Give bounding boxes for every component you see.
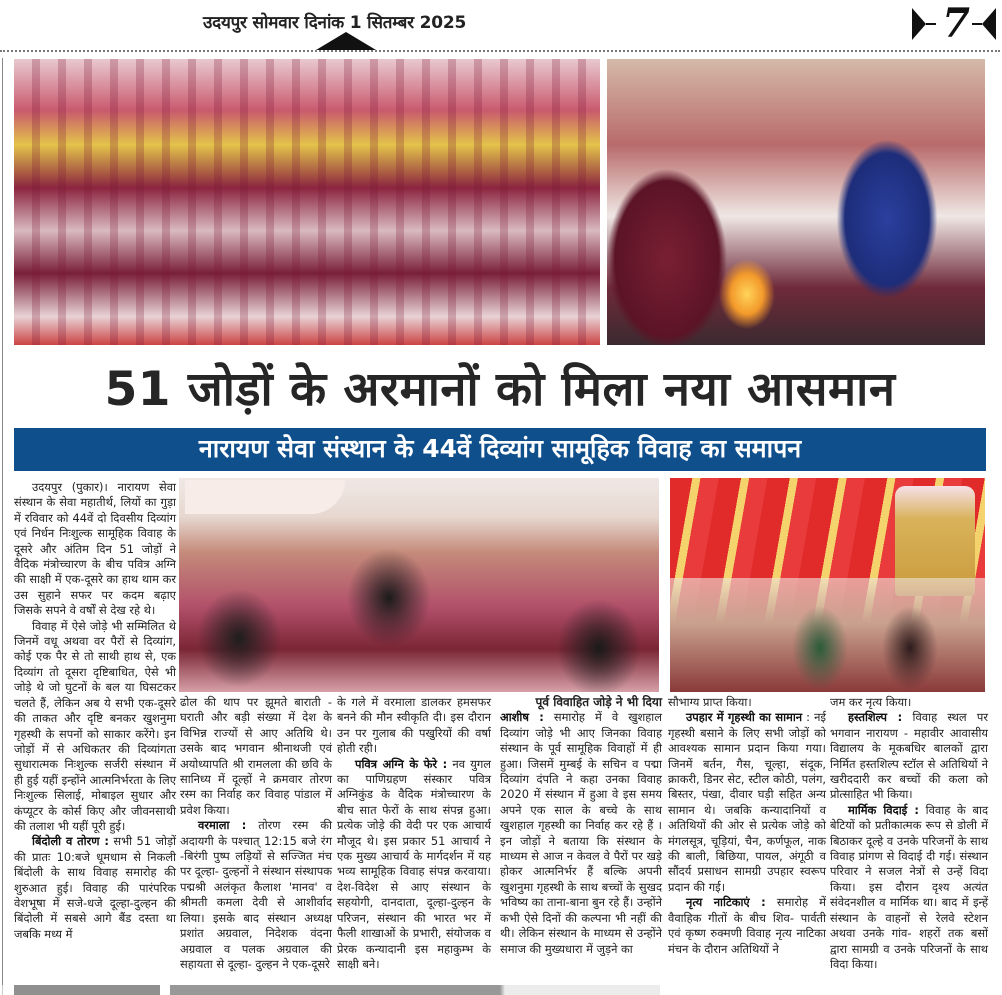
photo-women-dancing [179, 478, 659, 692]
paragraph-text: नव युगल का पाणिग्रहण संस्कार पवित्र अग्निकुंड के वैदिक मंत्रोच्चारण के बीच सात फेरों के साथ संपन्न हुआ। प्रत्येक जोड़े की वेदी पर एक आचार्य मौजूद थे। इस प्रकार 51 आचार्य ने एक मुख्य आचार्य के मार्गदर्शन में यह भव्य सामूहिक विवाह संपन्न करवाया। देश-विदेश से आए संस्थान के सहयोगी, दानदाता, दूल्हा-दुल्हन के परिजन, संस्थान की भारत भर में फैली शाखाओं के प्रभारी, संयोजक व प्रेरक कन्यादानी इस महाकुम्भ के साक्षी बने। [337, 756, 492, 971]
section-title: पवित्र अग्नि के फेरे : [355, 756, 448, 771]
paragraph: जम कर नृत्य किया। [830, 695, 912, 709]
section-title: नृत्य नाटिकाएं : [686, 895, 766, 910]
section-title: आशीष : [500, 710, 544, 725]
next-article-cutoff [0, 985, 1002, 995]
masthead [0, 0, 1002, 58]
dash-divider [926, 23, 936, 25]
section-title: पूर्व विवाहित जोड़े ने भी दिया [535, 695, 662, 709]
paragraph-text: समारोह में वे खुशहाल दिव्यांग जोड़े भी आए जिनका विवाह संस्थान के पूर्व सामूहिक विवाहों में ही हुआ। जिसमें मुम्बई के सचिन व पद्मा दिव्यांग दंपति ने कहा उनका विवाह 2020 में संस्थान में हुआ वे इस समय अपने एक साल के बच्चे के साथ खुशहाल गृहस्थी का निर्वाह कर रहे हैं । इन जोड़ों ने बताया कि संस्थान के माध्यम से आज न केवल वे पैरों पर खड़े होकर आत्मनिर्भर हैं बल्कि अपनी खुशनुमा गृहस्थी के साथ बच्चों के सुखद भविष्य का ताना-बाना बुन रहे हैं। उन्होंने कभी ऐसे दिनों की कल्पना भी नहीं की थी। लेकिन संस्थान के माध्यम से उन्होंने समाज की मुख्यधारा में जुड़ने का [500, 710, 662, 956]
paragraph [337, 757, 491, 973]
dotted-divider [0, 50, 1000, 52]
section-title: उपहार में गृहस्थी का सामान [686, 710, 803, 725]
photo-wedding-pheras [607, 59, 985, 345]
paragraph: सौभाग्य प्राप्त किया। [668, 695, 752, 709]
headline: 51 जोड़ों के अरमानों को मिला नया आसमान [104, 362, 896, 417]
page-number-badge [910, 2, 1000, 46]
paragraph-text: विवाह स्थल पर भगवान नारायण - महावीर आवासीय विद्यालय के मूकबधिर बालकों द्वारा निर्मित हस्तशिल्प स्टॉल से अतिथियों ने खरीददारी कर बच्चों की कला को प्रोत्साहित भी किया। [830, 710, 989, 802]
paragraph-text: तोरण रस्म की अदायगी के पश्चात् 12:15 बजे रंग -बिरंगी पुष्प लड़ियों से सज्जित मंच पर दूल्हा- दुल्हनों ने संस्थान संस्थापक पद्मश्री अलंकृत कैलाश 'मानव' व श्रीमती कमला देवी से आशीर्वाद लिया। इसके बाद संस्थान अध्यक्ष प्रशांत अग्रवाल, निदेशक वंदना अग्रवाल व पलक अग्रवाल की सहायता से दूल्हा- दुल्हन ने एक-दूसरे [180, 818, 332, 971]
page-edge-rule [2, 58, 3, 995]
photo-banner [185, 480, 345, 514]
dash-divider [972, 23, 982, 25]
paragraph-text: सभी 51 जोड़ों की प्रातः 10:बजे धूमधाम से निकली बिंदोली के साथ विवाह समारोह की शुरुआत हुई। विवाह की पारंपरिक वेशभूषा में सजे-धजे दूल्हा-दुल्हन की बिंदोली में सबसे आगे बैंड दस्ता था जबकि मध्य में [14, 834, 176, 941]
paragraph [500, 710, 662, 957]
paragraph [830, 710, 988, 802]
article-column-4 [500, 695, 662, 957]
article-column-5 [668, 695, 826, 957]
paragraph [668, 710, 826, 895]
paragraph: विवाह में ऐसे जोड़े भी सम्मिलित थे जिनमें वधू अथवा वर पैरों से दिव्यांग, कोई एक पैर से तो साथी हाथ से, एक दिव्यांग तो दूसरा दृष्टिबाधित, ऐसे भी जोड़े थे जो घुटनों के बल या घिसटकर चलते हैं, लेकिन अब ये सभी एक-दूसरे की ताकत और दृष्टि बनकर खुशनुमा गृहस्थी के सपनों को साकार करेंगे। इन जोड़ों में से अधिकतर की दिव्यांगता सुधारात्मक निःशुल्क सर्जरी संस्थान में ही हुई यहीं इन्होंने आत्मनिर्भरता के लिए निःशुल्क सिलाई, मोबाइल सुधार और कंप्यूटर के कोर्स किए और जीवनसाथी की तलाश भी यहीं पूरी हुई। [14, 618, 176, 833]
paragraph-text: विवाह के बाद बेटियों को प्रतीकात्मक रूप से डोली में बिठाकर दूल्हे व उनके परिजनों के साथ विवाह प्रांगण से विदाई दी गई। संस्थान परिवार ने सजल नेत्रों से उन्हें विदा किया। इस दौरान दृश्य अत्यंत संवेदनशील व मार्मिक था। बाद में इन्हें संस्थान के वाहनों से रेलवे स्टेशन अथवा उनके गांव- शहरों तक बसों द्वारा सामग्री व उनके परिजनों के साथ विदा किया। [830, 802, 988, 971]
paragraph [668, 895, 826, 957]
article-column-1 [14, 480, 176, 942]
section-title: हस्तशिल्प : [848, 710, 903, 725]
photo-seated-brides [14, 59, 600, 345]
paragraph: ढोल की थाप पर झूमते बाराती - घराती और बड़ी संख्या में देश के विभिन्न राज्यों से आए अतिथि थे। उसके बाद भगवान श्रीनाथजी एवं अयोध्यापति श्री रामलला की छवि के सानिध्य में दूल्हों ने क्रमवार तोरण रस्म का निर्वाह कर विवाह पांडाल में प्रवेश किया। [180, 695, 332, 817]
paragraph [830, 803, 988, 972]
paragraph-text: समारोह में वैवाहिक गीतों के बीच शिव- पार्वती एवं कृष्ण रुक्मणी विवाह नृत्य नाटिका मंचन के दौरान अतिथियों ने [668, 895, 826, 956]
procession-crowd [670, 578, 985, 692]
paragraph-text: : नई गृहस्थी बसाने के लिए सभी जोड़ों को आवश्यक सामान प्रदान किया गया। जिनमें बर्तन, गैस, चूल्हा, संदूक, क्राकरी, डिनर सेट, स्टील कोठी, पलंग, बिस्तर, पंखा, दीवार घड़ी सहित अन्य सामान थे। जबकि कन्यादानियों व अतिथियों की ओर से प्रत्येक जोड़े को मंगलसूत्र, चूड़ियां, चैन, कर्णफूल, नाक की बाली, बिछिया, पायल, अंगूठी व सौंदर्य प्रसाधन सामग्री उपहार स्वरूप प्रदान की गई। [668, 710, 826, 894]
page-number: 7 [942, 0, 970, 47]
section-title: वरमाला : [198, 818, 247, 833]
section-title: बिंदोली व तोरण : [32, 834, 109, 849]
article-column-6 [830, 695, 988, 972]
article-column-2 [180, 695, 332, 972]
paragraph [14, 834, 176, 942]
paragraph: के गले में वरमाला डालकर हमसफर बनने की मौन स्वीकृति दी। इस दौरान उन पर गुलाब की पखुरियों की वर्षा होती रही। [337, 695, 491, 756]
triangle-marker-icon [316, 32, 376, 50]
dateline: उदयपुर सोमवार दिनांक 1 सितम्बर 2025 [203, 13, 467, 33]
photo-doli-procession [670, 478, 985, 692]
article-column-3 [337, 695, 491, 972]
paragraph [180, 818, 332, 972]
arrow-right-icon [912, 8, 926, 40]
paragraph: उदयपुर (पुकार)। नारायण सेवा संस्थान के सेवा महातीर्थ, लियों का गुड़ा में रविवार को 44वें दो दिवसीय दिव्यांग एवं निर्धन निःशुल्क सामूहिक विवाह के दूसरे और अंतिम दिन 51 जोड़ों ने वैदिक मंत्रोच्चारण के बीच पवित्र अग्नि की साक्षी में एक-दूसरे का हाथ थाम कर उस सुहाने सफर पर कदम बढ़ाए जिसके सपने वे वर्षों से देख रहे थे। [14, 480, 176, 618]
subheadline-banner: नारायण सेवा संस्थान के 44वें दिव्यांग सामूहिक विवाह का समापन [14, 428, 986, 471]
section-title: मार्मिक विदाई : [848, 802, 919, 817]
arrow-left-icon [982, 8, 996, 40]
